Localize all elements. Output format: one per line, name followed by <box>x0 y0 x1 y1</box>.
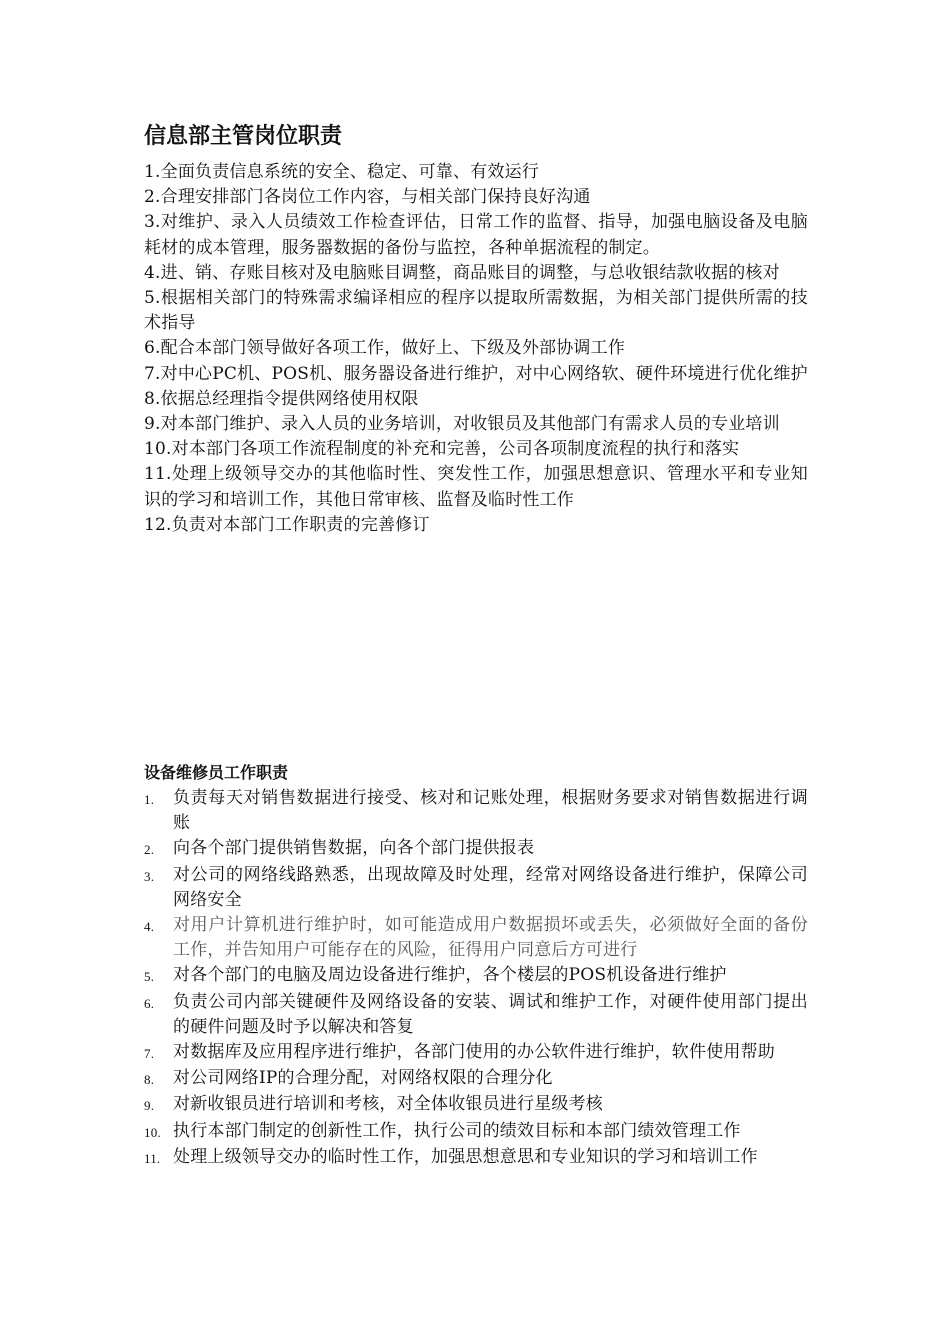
item-text: 处理上级领导交办的临时性工作，加强思想意思和专业知识的学习和培训工作 <box>173 1146 758 1167</box>
item-text: 负责公司内部关键硬件及网络设备的安装、调试和维护工作，对硬件使用部门提出的硬件问题及时予以解决和答复 <box>173 991 808 1037</box>
item-text: 对新收银员进行培训和考核，对全体收银员进行星级考核 <box>173 1094 603 1115</box>
item-text: 对公司的网络线路熟悉，出现故障及时处理，经常对网络设备进行维护，保障公司网络安全 <box>173 864 808 910</box>
list-item: 12.负责对本部门工作职责的完善修订 <box>144 514 430 535</box>
list-item <box>144 786 808 836</box>
item-text: 执行本部门制定的创新性工作，执行公司的绩效目标和本部门绩效管理工作 <box>173 1120 741 1141</box>
list-item <box>144 913 808 963</box>
item-number: 8. <box>144 1072 155 1088</box>
section-title-maintenance-duties: 设备维修员工作职责 <box>144 763 289 782</box>
item-number: 2. <box>144 842 155 858</box>
list-item: 7.对中心PC机、POS机、服务器设备进行维护，对中心网络软、硬件环境进行优化维护 <box>144 363 808 384</box>
list-item: 2.合理安排部门各岗位工作内容，与相关部门保持良好沟通 <box>144 187 591 208</box>
list-item <box>144 863 808 913</box>
list-item: 3.对维护、录入人员绩效工作检查评估，日常工作的监督、指导，加强电脑设备及电脑耗材的成本管理，服务器数据的备份与监控，各种单据流程的制定。 <box>144 212 808 258</box>
item-number: 7. <box>144 1046 155 1062</box>
item-text: 对数据库及应用程序进行维护，各部门使用的办公软件进行维护，软件使用帮助 <box>173 1042 775 1063</box>
list-item <box>144 1040 808 1066</box>
list-item: 10.对本部门各项工作流程制度的补充和完善，公司各项制度流程的执行和落实 <box>144 439 740 460</box>
item-number: 4. <box>144 919 155 935</box>
item-text: 对各个部门的电脑及周边设备进行维护，各个楼层的POS机设备进行维护 <box>173 965 727 986</box>
item-text: 对公司网络IP的合理分配，对网络权限的合理分化 <box>173 1068 553 1089</box>
item-number: 5. <box>144 969 155 985</box>
list-item: 1.全面负责信息系统的安全、稳定、可靠、有效运行 <box>144 162 540 182</box>
item-number: 3. <box>144 868 155 884</box>
item-text: 向各个部门提供销售数据，向各个部门提供报表 <box>173 838 535 859</box>
list-item: 9.对本部门维护、录入人员的业务培训，对收银员及其他部门有需求人员的专业培训 <box>144 414 780 435</box>
item-number: 6. <box>144 995 155 1011</box>
item-number: 9. <box>144 1098 155 1114</box>
list-item: 6.配合本部门领导做好各项工作，做好上、下级及外部协调工作 <box>144 338 626 359</box>
list-item: 4.进、销、存账目核对及电脑账目调整，商品账目的调整，与总收银结款收据的核对 <box>144 262 780 283</box>
list-item <box>144 1145 808 1171</box>
list-item <box>144 990 808 1040</box>
list-item <box>144 1066 808 1092</box>
maintenance-duties-list <box>144 786 808 1171</box>
section-title-supervisor-duties: 信息部主管岗位职责 <box>144 124 343 149</box>
list-item <box>144 836 808 862</box>
item-text: 负责每天对销售数据进行接受、核对和记账处理，根据财务要求对销售数据进行调账 <box>173 788 808 834</box>
list-item: 5.根据相关部门的特殊需求编译相应的程序以提取所需数据，为相关部门提供所需的技术指导 <box>144 288 808 334</box>
list-item <box>144 1119 808 1145</box>
list-item: 11.处理上级领导交办的其他临时性、突发性工作，加强思想意识、管理水平和专业知识的学习和培训工作，其他日常审核、监督及临时性工作 <box>144 464 808 510</box>
item-text: 对用户计算机进行维护时，如可能造成用户数据损坏或丢失，必须做好全面的备份工作，并告知用户可能存在的风险，征得用户同意后方可进行 <box>173 915 808 961</box>
item-number: 10. <box>144 1124 161 1140</box>
list-item: 8.依据总经理指令提供网络使用权限 <box>144 388 419 409</box>
item-number: 11. <box>144 1150 161 1166</box>
supervisor-duties-list <box>144 160 808 538</box>
list-item <box>144 963 808 989</box>
item-number: 1. <box>144 792 155 807</box>
list-item <box>144 1092 808 1118</box>
